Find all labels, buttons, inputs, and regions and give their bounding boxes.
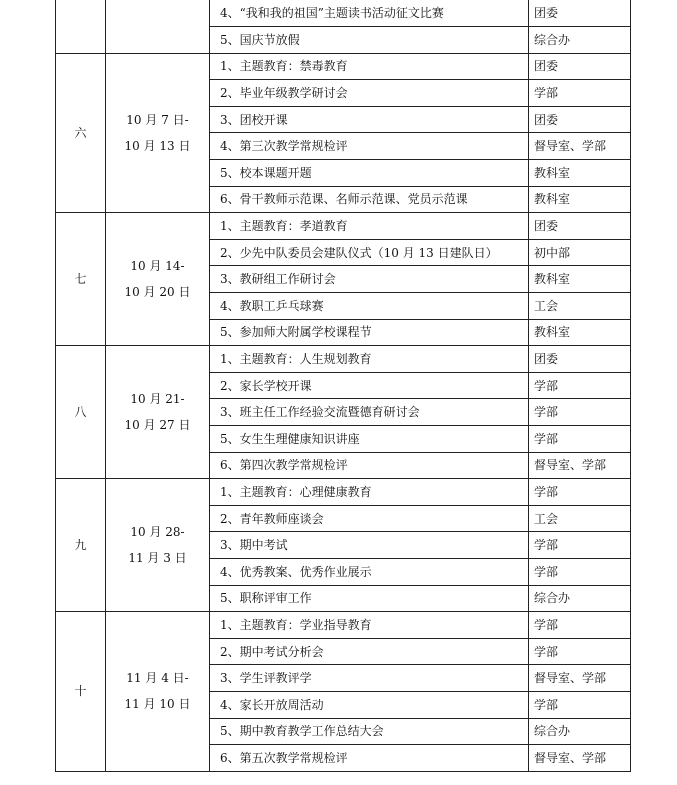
responsible-dept: 团委 (529, 106, 631, 133)
responsible-dept: 综合办 (529, 718, 631, 745)
week-number-cell: 九 (56, 479, 106, 612)
responsible-dept: 工会 (529, 293, 631, 320)
activity-item: 2、少先中队委员会建队仪式（10 月 13 日建队日） (210, 239, 529, 266)
date-start: 10 月 28- (130, 525, 185, 540)
responsible-dept: 学部 (529, 426, 631, 453)
date-end: 10 月 27 日 (124, 418, 191, 433)
activity-item: 6、第四次教学常规检评 (210, 452, 529, 479)
date-end: 10 月 13 日 (124, 138, 191, 153)
date-range-cell (106, 0, 210, 53)
activity-item: 3、教研组工作研讨会 (210, 266, 529, 293)
date-range-cell (106, 346, 210, 479)
activity-item: 4、家长开放周活动 (210, 691, 529, 718)
date-range-cell (106, 612, 210, 772)
date-range-cell (106, 213, 210, 346)
responsible-dept: 综合办 (529, 585, 631, 612)
responsible-dept: 团委 (529, 346, 631, 373)
activity-item: 5、女生生理健康知识讲座 (210, 426, 529, 453)
responsible-dept: 学部 (529, 612, 631, 639)
activity-item: 1、主题教育：心理健康教育 (210, 479, 529, 506)
week-number-cell (56, 0, 106, 53)
schedule-table (55, 0, 631, 772)
activity-item: 5、校本课题开题 (210, 160, 529, 187)
date-start: 10 月 21- (130, 392, 185, 407)
activity-item: 4、教职工乒乓球赛 (210, 293, 529, 320)
activity-item: 3、期中考试 (210, 532, 529, 559)
activity-item: 5、国庆节放假 (210, 27, 529, 54)
activity-item: 5、参加师大附属学校课程节 (210, 319, 529, 346)
activity-item: 5、期中教育教学工作总结大会 (210, 718, 529, 745)
table-row (56, 346, 631, 373)
date-range-cell (106, 53, 210, 213)
responsible-dept: 学部 (529, 399, 631, 426)
responsible-dept: 综合办 (529, 27, 631, 54)
responsible-dept: 教科室 (529, 160, 631, 187)
activity-item: 2、家长学校开课 (210, 372, 529, 399)
responsible-dept: 初中部 (529, 239, 631, 266)
responsible-dept: 督导室、学部 (529, 133, 631, 160)
week-number-cell: 十 (56, 612, 106, 772)
responsible-dept: 教科室 (529, 186, 631, 213)
date-range-cell (106, 479, 210, 612)
date-start: 10 月 14- (130, 259, 185, 274)
activity-item: 6、骨干教师示范课、名师示范课、党员示范课 (210, 186, 529, 213)
responsible-dept: 督导室、学部 (529, 665, 631, 692)
responsible-dept: 学部 (529, 372, 631, 399)
activity-item: 2、青年教师座谈会 (210, 505, 529, 532)
table-row (56, 0, 631, 27)
table-row (56, 612, 631, 639)
activity-item: 4、第三次教学常规检评 (210, 133, 529, 160)
responsible-dept: 学部 (529, 691, 631, 718)
table-row (56, 53, 631, 80)
date-end: 10 月 20 日 (124, 285, 191, 300)
responsible-dept: 学部 (529, 638, 631, 665)
responsible-dept: 教科室 (529, 319, 631, 346)
responsible-dept: 教科室 (529, 266, 631, 293)
activity-item: 4、优秀教案、优秀作业展示 (210, 558, 529, 585)
responsible-dept: 学部 (529, 558, 631, 585)
responsible-dept: 工会 (529, 505, 631, 532)
activity-item: 3、学生评教评学 (210, 665, 529, 692)
activity-item: 1、主题教育：禁毒教育 (210, 53, 529, 80)
table-row (56, 213, 631, 240)
activity-item: 1、主题教育：人生规划教育 (210, 346, 529, 373)
responsible-dept: 团委 (529, 213, 631, 240)
table-row (56, 479, 631, 506)
activity-item: 1、主题教育：学业指导教育 (210, 612, 529, 639)
week-number-cell: 七 (56, 213, 106, 346)
responsible-dept: 团委 (529, 53, 631, 80)
responsible-dept: 督导室、学部 (529, 452, 631, 479)
activity-item: 2、毕业年级教学研讨会 (210, 80, 529, 107)
responsible-dept: 学部 (529, 532, 631, 559)
responsible-dept: 团委 (529, 0, 631, 27)
date-start: 10 月 7 日- (126, 112, 189, 127)
schedule-body (56, 0, 631, 771)
week-number-cell: 八 (56, 346, 106, 479)
activity-item: 5、职称评审工作 (210, 585, 529, 612)
responsible-dept: 学部 (529, 80, 631, 107)
activity-item: 6、第五次教学常规检评 (210, 745, 529, 772)
date-start: 11 月 4 日- (126, 671, 189, 686)
activity-item: 3、班主任工作经验交流暨德育研讨会 (210, 399, 529, 426)
activity-item: 3、团校开课 (210, 106, 529, 133)
activity-item: 2、期中考试分析会 (210, 638, 529, 665)
responsible-dept: 学部 (529, 479, 631, 506)
activity-item: 1、主题教育：孝道教育 (210, 213, 529, 240)
responsible-dept: 督导室、学部 (529, 745, 631, 772)
activity-item: 4、“我和我的祖国”主题读书活动征文比赛 (210, 0, 529, 27)
week-number-cell: 六 (56, 53, 106, 213)
date-end: 11 月 10 日 (124, 697, 191, 712)
date-end: 11 月 3 日 (128, 551, 187, 566)
